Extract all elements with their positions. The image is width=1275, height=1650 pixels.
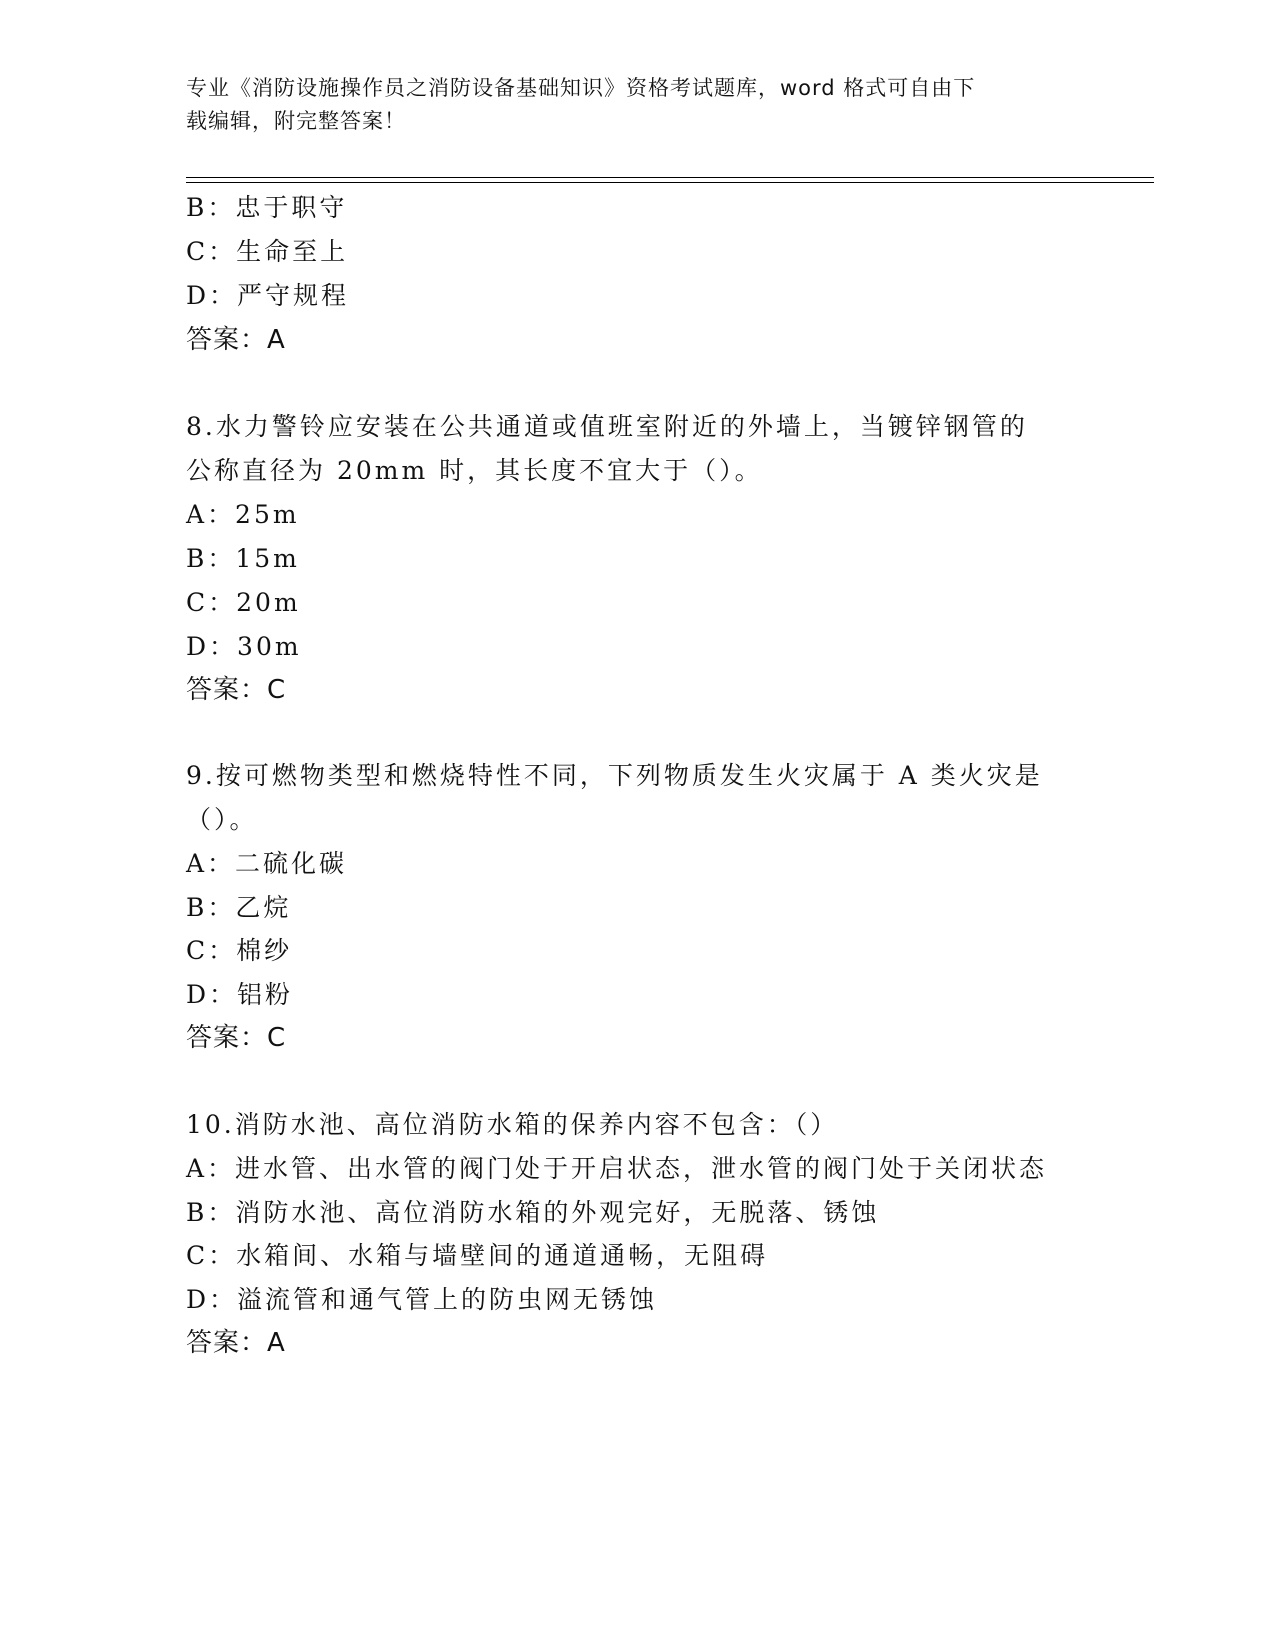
q10-answer: 答案：A (186, 1328, 286, 1358)
q10-option-a: A：进水管、出水管的阀门处于开启状态，泄水管的阀门处于关闭状态 (186, 1154, 1048, 1183)
q9-option-a: A：二硫化碳 (186, 849, 348, 878)
q7-option-c: C：生命至上 (186, 237, 349, 266)
q7-option-b: B：忠于职守 (186, 193, 348, 222)
document-header (186, 72, 1086, 138)
q7-answer: 答案：A (186, 325, 286, 355)
q10-option-c: C：水箱间、水箱与墙壁间的通道通畅，无阻碍 (186, 1241, 769, 1270)
header-line-2: 载编辑，附完整答案！ (186, 109, 406, 133)
q8-option-b: B：15m (186, 544, 300, 573)
q9-option-d: D：铝粉 (186, 980, 294, 1009)
q8-option-c: C：20m (186, 588, 301, 617)
q9-answer: 答案：C (186, 1023, 287, 1053)
header-line-1: 专业《消防设施操作员之消防设备基础知识》资格考试题库，word 格式可自由下 (186, 76, 976, 100)
q9-option-c: C：棉纱 (186, 936, 293, 965)
q8-option-d: D：30m (186, 632, 302, 661)
q10-option-d: D：溢流管和通气管上的防虫网无锈蚀 (186, 1285, 658, 1314)
header-rule-bottom (186, 182, 1154, 183)
q8-answer: 答案：C (186, 675, 287, 705)
q9-option-b: B：乙烷 (186, 893, 292, 922)
q7-option-d: D：严守规程 (186, 281, 350, 310)
header-rule-top (186, 177, 1154, 178)
q10-option-b: B：消防水池、高位消防水箱的外观完好，无脱落、锈蚀 (186, 1198, 880, 1227)
q8-stem-line-2: 公称直径为 20mm 时，其长度不宜大于（）。 (186, 456, 763, 485)
q8-option-a: A：25m (186, 500, 300, 529)
q9-stem-line-2: （）。 (186, 805, 258, 834)
q8-stem-line-1: 8.水力警铃应安装在公共通道或值班室附近的外墙上，当镀锌钢管的 (186, 412, 1028, 441)
q9-stem-line-1: 9.按可燃物类型和燃烧特性不同，下列物质发生火灾属于 A 类火灾是 (186, 761, 1043, 790)
q10-stem: 10.消防水池、高位消防水箱的保养内容不包含：（） (186, 1110, 839, 1139)
